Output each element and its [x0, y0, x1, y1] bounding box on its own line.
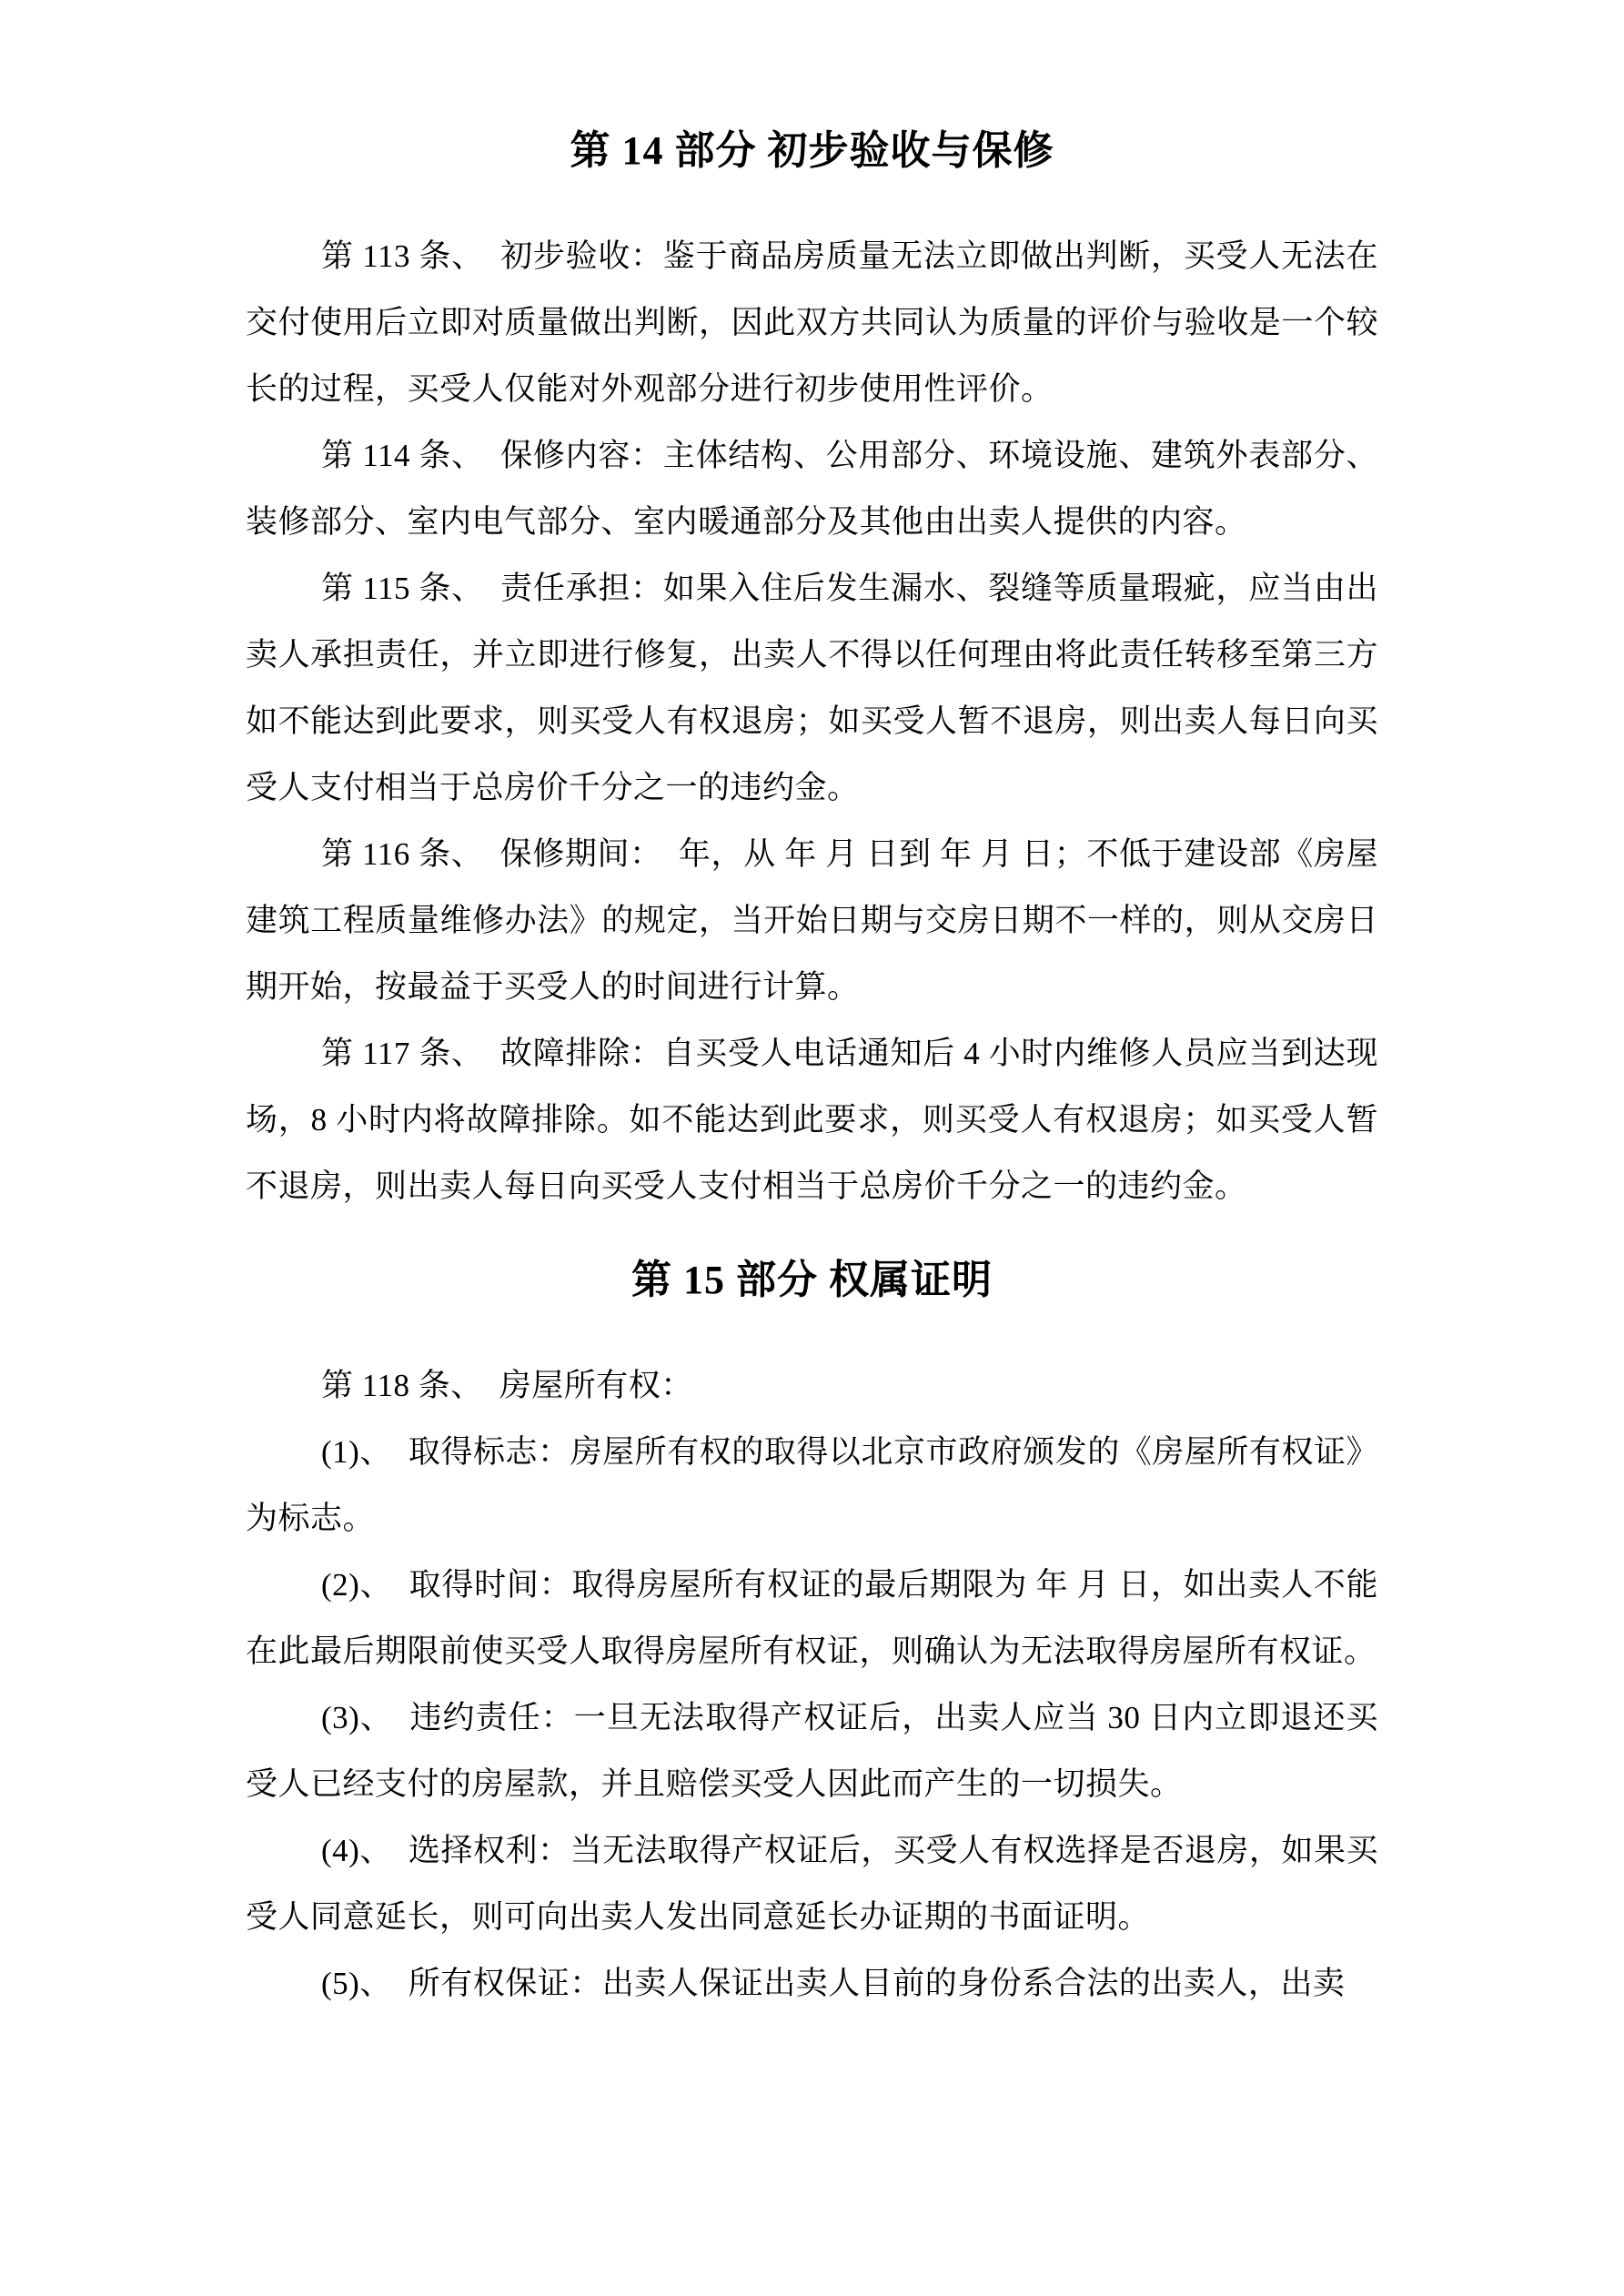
section-part-14 — [246, 123, 1378, 1219]
article-117-fault-repair: 第 117 条、 故障排除：自买受人电话通知后 4 小时内维修人员应当到达现场，8 小时内将故障排除。如不能达到此要求，则买受人有权退房；如买受人暂不退房，则出卖人每日向买受人支付相当于总房价千分之一的违约金。 — [246, 1036, 1378, 1204]
part-15-heading: 第 15 部分 权属证明 — [631, 1258, 993, 1302]
item-3-breach-liability: (3)、 违约责任：一旦无法取得产权证后，出卖人应当 30 日内立即退还买受人已经支付的房屋款，并且赔偿买受人因此而产生的一切损失。 — [246, 1700, 1378, 1802]
article-114-warranty-scope: 第 114 条、 保修内容：主体结构、公用部分、环境设施、建筑外表部分、装修部分、室内电气部分、室内暖通部分及其他由出卖人提供的内容。 — [246, 438, 1378, 540]
article-113-preliminary-acceptance: 第 113 条、 初步验收：鉴于商品房质量无法立即做出判断，买受人无法在交付使用后立即对质量做出判断，因此双方共同认为质量的评价与验收是一个较长的过程，买受人仅能对外观部分进行初步使用性评价。 — [246, 238, 1378, 407]
part-14-heading: 第 14 部分 初步验收与保修 — [570, 128, 1054, 173]
item-5-ownership-guarantee: (5)、 所有权保证：出卖人保证出卖人目前的身份系合法的出卖人，出卖 — [321, 1966, 1346, 2001]
item-2-acquisition-time: (2)、 取得时间：取得房屋所有权证的最后期限为 年 月 日，如出卖人不能在此最后期限前使买受人取得房屋所有权证，则确认为无法取得房屋所有权证。 — [246, 1567, 1378, 1669]
article-116-warranty-period: 第 116 条、 保修期间： 年，从 年 月 日到 年 月 日；不低于建设部《房屋建筑工程质量维修办法》的规定，当开始日期与交房日期不一样的，则从交房日期开始，按最益于买受人的时间进行计算。 — [246, 836, 1378, 1005]
section-part-15 — [246, 1252, 1378, 2017]
article-118-house-ownership: 第 118 条、 房屋所有权： — [321, 1368, 693, 1403]
article-115-liability: 第 115 条、 责任承担：如果入住后发生漏水、裂缝等质量瑕疵，应当由出卖人承担责任，并立即进行修复，出卖人不得以任何理由将此责任转移至第三方如不能达到此要求，则买受人有权退房；如买受人暂不退房，则出卖人每日向买受人支付相当于总房价千分之一的违约金。 — [246, 571, 1378, 805]
item-4-choice-right: (4)、 选择权利：当无法取得产权证后，买受人有权选择是否退房，如果买受人同意延长，则可向出卖人发出同意延长办证期的书面证明。 — [246, 1833, 1378, 1935]
item-1-ownership-mark: (1)、 取得标志：房屋所有权的取得以北京市政府颁发的《房屋所有权证》为标志。 — [246, 1434, 1378, 1536]
